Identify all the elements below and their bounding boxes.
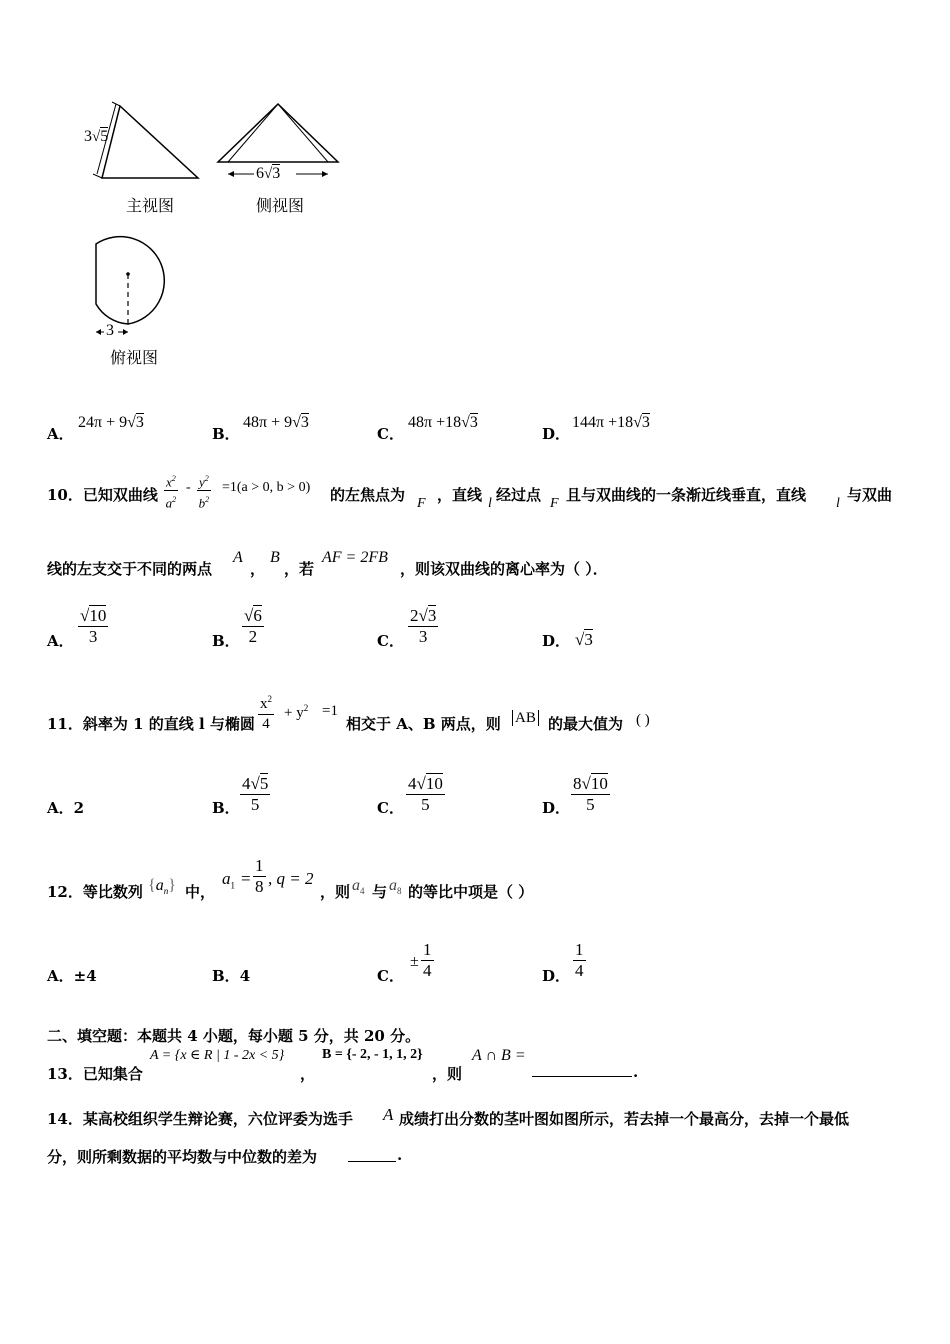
q12-t4: 与 [372,883,388,901]
q11-ellipse-rest: + $y^2$ [284,703,309,721]
q10-option-d: D． [542,632,571,650]
q14-line1-end: 成绩打出分数的茎叶图如图所示，若去掉一个最高分，去掉一个最低 [399,1110,850,1128]
q10-line2-t9: ，则该双曲线的离心率为（ ）． [400,560,608,578]
q12-option-d-frac: $\frac{1}{4}$ [575,940,584,980]
q11-option-d: D． [542,799,571,817]
q11-option-a: A．2 [47,799,85,817]
front-view-dimension: 3√5 [84,128,109,145]
q12-eq: = [241,869,251,888]
section-2-title: 二、填空题：本题共 4 小题，每小题 5 分，共 20 分。 [47,1027,421,1045]
top-view-dimension: 3 [106,322,114,339]
q12-option-c-pm: ± [410,953,419,970]
q12-option-b: B．4 [212,967,251,985]
q10-line1-mid: 的左焦点为 [330,486,406,504]
q12-a4: $a_4$ [352,877,365,897]
q11-option-b: B． [212,799,240,817]
q12-a8: $a_8$ [389,877,402,897]
top-view-caption: 俯视图 [110,348,159,367]
q10-B: B [270,549,280,566]
q10-l2: l [836,496,840,511]
q13-setA: A = {x ∈ R | 1 - 2x < 5} [150,1048,285,1063]
q10-F2: F [550,496,559,511]
q11-start: 11．斜率为 1 的直线 l 与椭圆 [47,715,255,733]
q10-option-b-frac: $\frac{√6}{2}$ [244,606,262,646]
q11-option-c-frac: $\frac{4√10}{5}$ [408,774,443,814]
q10-option-a: A． [47,632,74,650]
q10-line1-t5: 且与双曲线的一条渐近线垂直，直线 [566,486,807,504]
q9-option-b: B． [212,425,240,443]
q10-option-b: B． [212,632,240,650]
q10-option-d-expr: √3 [575,630,593,649]
q12-option-d: D． [542,967,571,985]
q11-paren: ( ) [636,712,650,728]
q13-t2: ，则 [432,1065,463,1083]
q11-ab: AB [512,710,539,727]
q10-line2-t8: ，若 [284,560,315,578]
q10-option-a-frac: $\frac{√10}{3}$ [80,606,107,646]
q12-t3: ，则 [320,883,351,901]
q14-A: A [383,1105,394,1124]
q9-option-b-expr: 48π + 9√3 [243,414,309,431]
q10-eq-rest: =1(a > 0, b > 0) [222,480,311,495]
q10-option-c: C． [377,632,404,650]
q12-option-c-frac: $\frac{1}{4}$ [423,940,432,980]
q14-line2: 分，则所剩数据的平均数与中位数的差为 [47,1148,318,1166]
q9-option-a-expr: 24π + 9√3 [78,414,144,431]
q13-expr: A ∩ B = [472,1047,526,1064]
q12-seq: $\{a_n\}$ [148,877,176,897]
q10-minus: - [186,480,191,495]
side-view-caption: 侧视图 [256,196,305,215]
q9-option-d-expr: 144π +18√3 [572,414,650,431]
q11-option-c: C． [377,799,404,817]
front-view-caption: 主视图 [126,196,175,215]
q12-option-a: A．±4 [47,967,97,985]
q10-frac-x: $\frac{x^2}{a^2}$ [164,470,178,512]
q12-t5: 的等比中项是（ ） [408,883,534,901]
top-view-drawing [88,224,188,344]
q13-setB: B = {- 2, - 1, 1, 2} [322,1047,423,1062]
q10-F: F [417,496,426,511]
q9-option-a: A． [47,425,74,443]
q10-l: l [488,496,492,511]
q11-mid: 相交于 A、B 两点，则 [346,715,501,733]
q10-frac-y: $\frac{y^2}{b^2}$ [197,470,211,512]
q14-answer-blank[interactable] [348,1146,396,1162]
q10-line1-t3: ，直线 [437,486,483,504]
q10-option-c-frac: $\frac{2√3}{3}$ [410,606,437,646]
q10-A: A [233,549,243,566]
q14-line1-start: 14．某高校组织学生辩论赛，六位评委为选手 [47,1110,353,1128]
q13-end: . [633,1063,639,1081]
q11-end: 的最大值为 [548,715,624,733]
q12-frac: $\frac{1}{8}$ [255,856,264,896]
q13-answer-blank[interactable] [532,1062,632,1077]
q10-comma: ， [250,560,266,578]
q12-start: 12．等比数列 [47,883,143,901]
q11-option-b-frac: $\frac{4√5}{5}$ [242,774,269,814]
q13-comma: ， [300,1065,316,1083]
q10-line2-start: 线的左支交于不同的两点 [47,560,213,578]
q10-cond: AF = 2FB [322,549,388,566]
q12-a1: $a_1$ [222,869,235,891]
q9-option-c-expr: 48π +18√3 [408,414,478,431]
q14-end: . [397,1146,403,1164]
side-view-dimension: 6√3 [256,165,281,182]
q10-line1-t6: 与双曲 [847,486,893,504]
q12-option-c: C． [377,967,404,985]
q11-ellipse-eq: =1 [322,703,338,719]
q11-option-d-frac: $\frac{8√10}{5}$ [573,774,608,814]
q12-t2: 中， [185,883,216,901]
q10-line1-start: 10．已知双曲线 [47,486,158,504]
q11-ellipse-frac: $\frac{x^2}{4}$ [258,690,274,734]
q9-option-c: C． [377,425,404,443]
q10-line1-t4: 经过点 [496,486,542,504]
q12-q: , q = 2 [268,869,314,888]
q9-option-d: D． [542,425,571,443]
q13-start: 13．已知集合 [47,1065,143,1083]
